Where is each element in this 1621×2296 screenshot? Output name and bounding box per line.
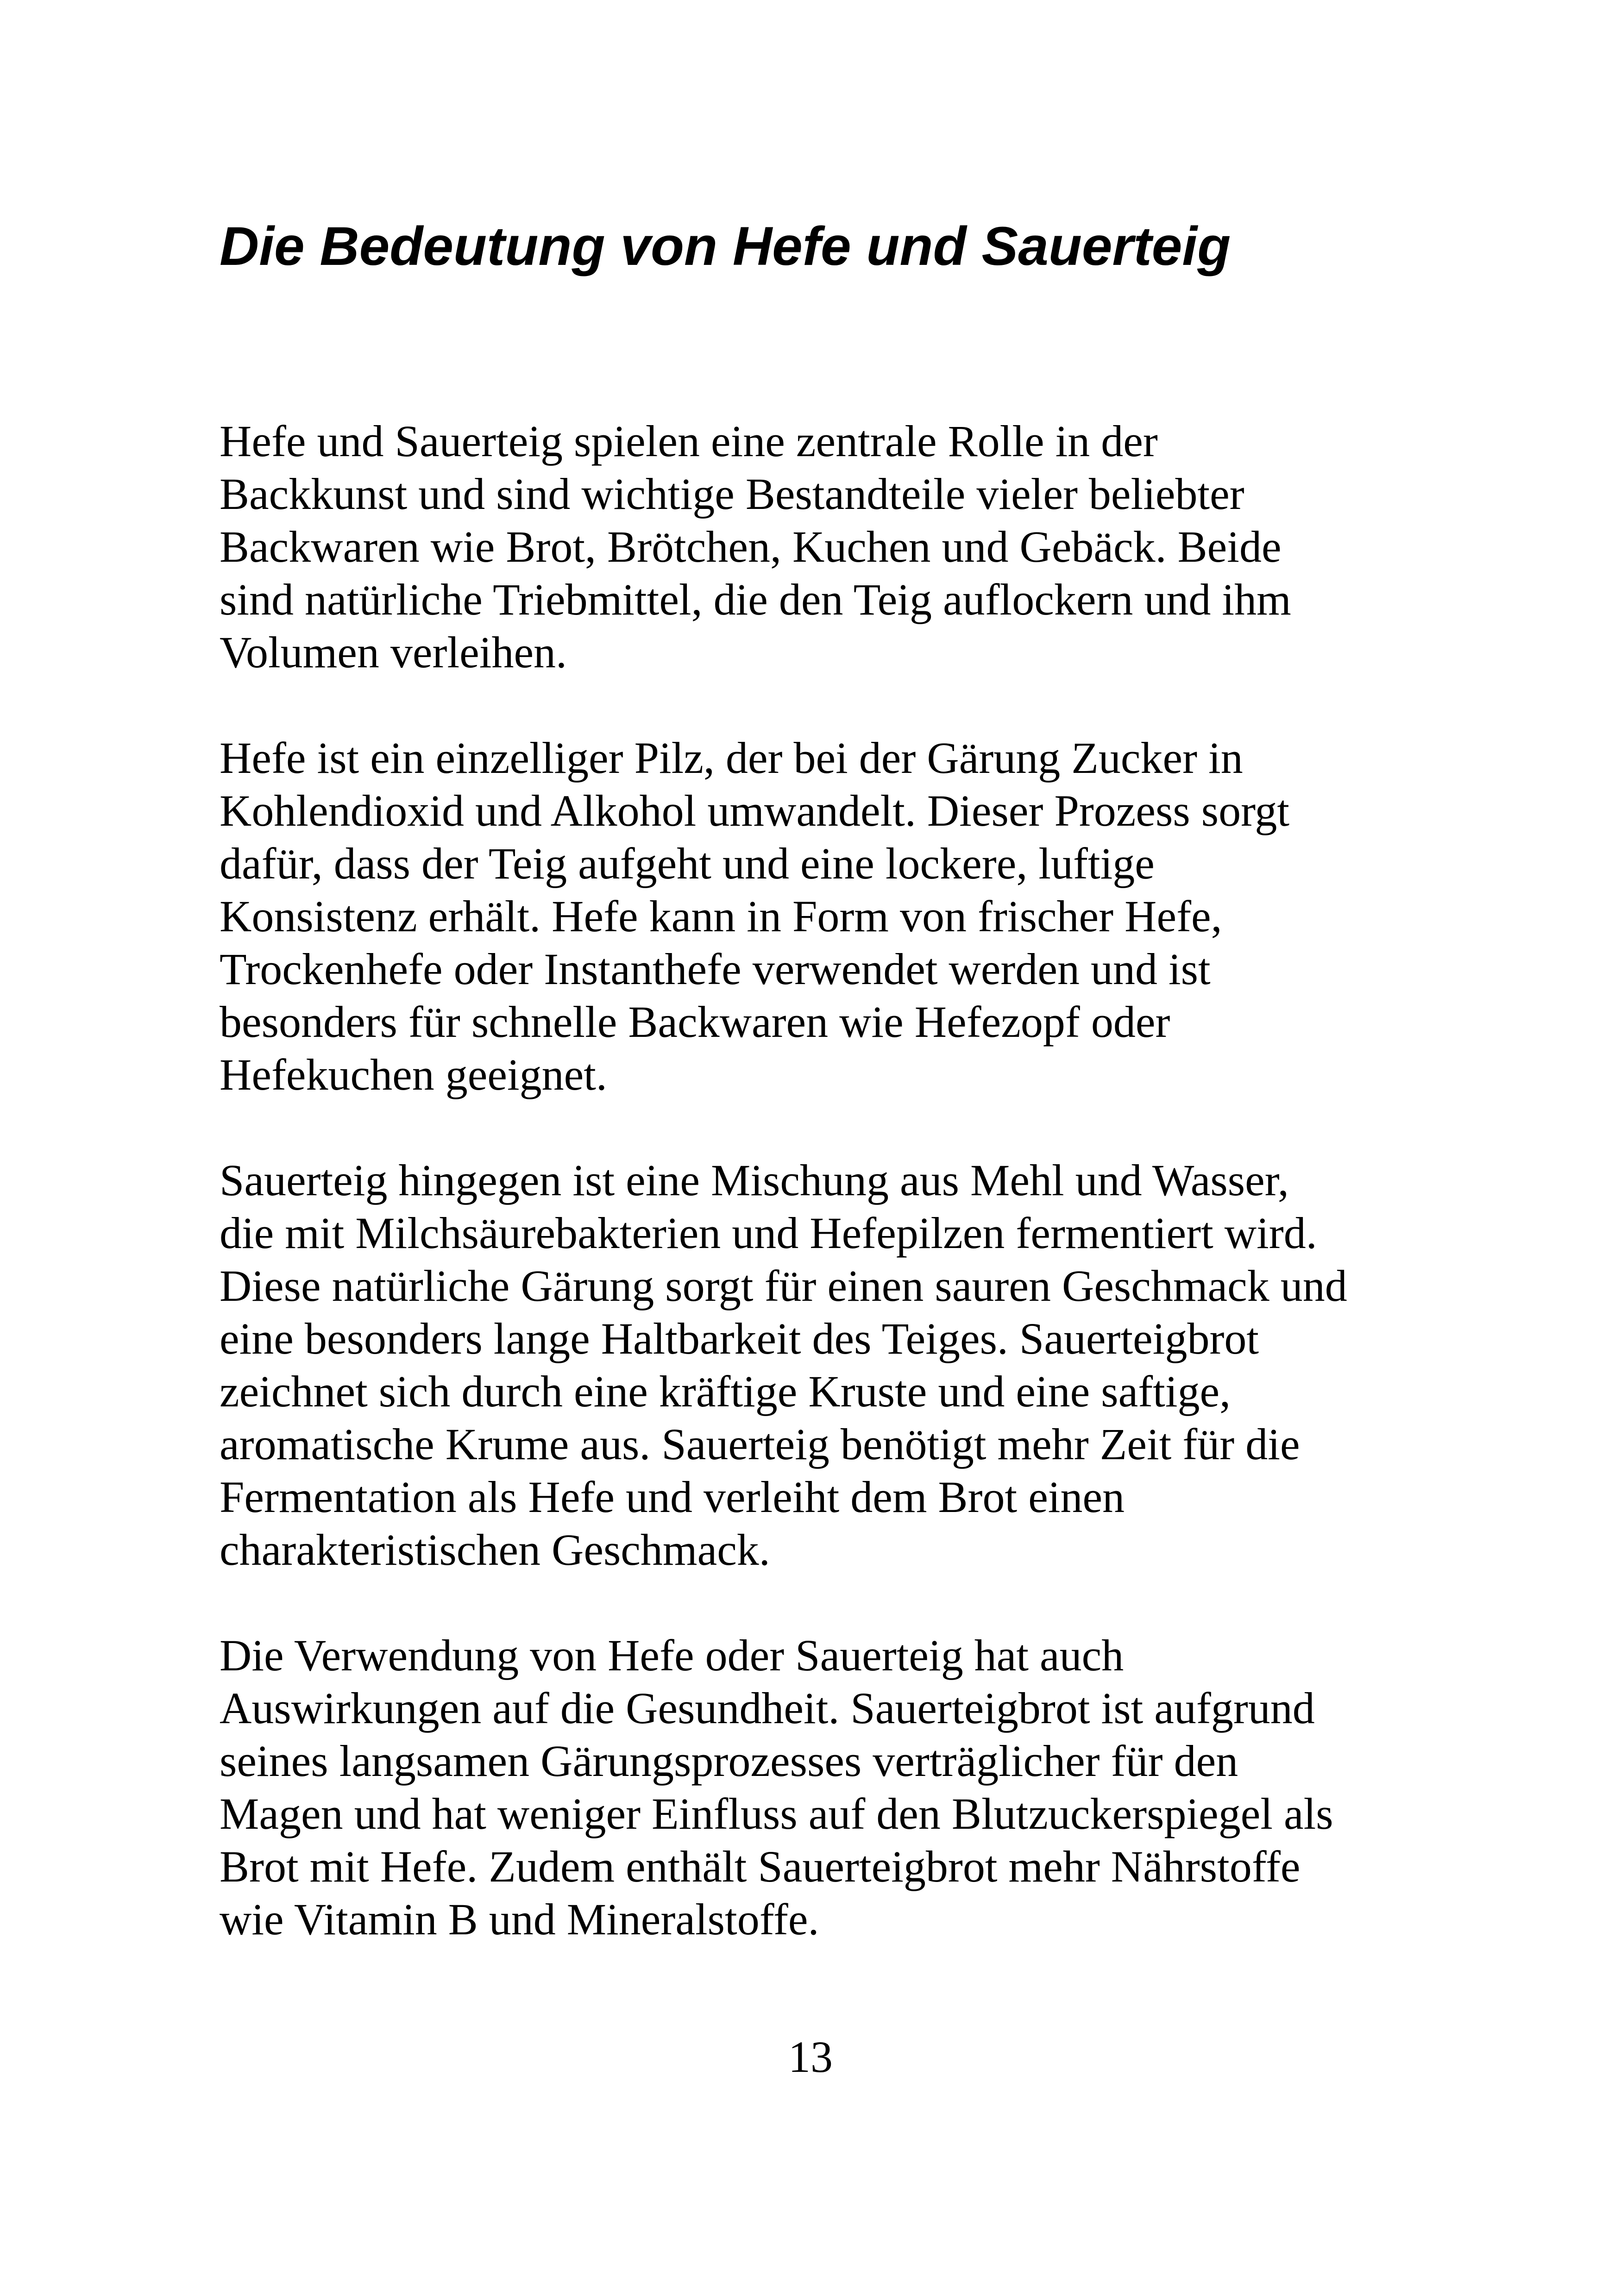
text-line: Backkunst und sind wichtige Bestandteile vieler beliebter (220, 469, 1244, 519)
text-line: Hefekuchen geeignet. (220, 1050, 607, 1099)
paragraph-yeast-sourdough-intro (220, 415, 1433, 679)
text-line: zeichnet sich durch eine kräftige Kruste und eine saftige, (220, 1367, 1231, 1416)
text-line: Brot mit Hefe. Zudem enthält Sauerteigbrot mehr Nährstoffe (220, 1842, 1301, 1891)
text-line: Konsistenz erhält. Hefe kann in Form von frischer Hefe, (220, 891, 1222, 941)
chapter-title: Die Bedeutung von Hefe und Sauerteig (220, 216, 1231, 277)
text-line: sind natürliche Triebmittel, die den Teig auflockern und ihm (220, 575, 1291, 624)
text-line: Fermentation als Hefe und verleiht dem Brot einen (220, 1472, 1125, 1522)
paragraph-sourdough (220, 1154, 1433, 1576)
text-line: Backwaren wie Brot, Brötchen, Kuchen und Gebäck. Beide (220, 522, 1282, 571)
paragraph-health (220, 1629, 1433, 1946)
paragraph-yeast (220, 732, 1433, 1101)
text-line: Kohlendioxid und Alkohol umwandelt. Dieser Prozess sorgt (220, 786, 1289, 835)
text-line: besonders für schnelle Backwaren wie Hefezopf oder (220, 997, 1170, 1047)
body-text (220, 415, 1433, 1999)
text-line: Hefe und Sauerteig spielen eine zentrale Rolle in der (220, 416, 1158, 466)
text-line: Trockenhefe oder Instanthefe verwendet werden und ist (220, 944, 1211, 994)
text-line: Magen und hat weniger Einfluss auf den Blutzuckerspiegel als (220, 1789, 1333, 1838)
text-line: Auswirkungen auf die Gesundheit. Sauerteigbrot ist aufgrund (220, 1683, 1315, 1733)
text-line: eine besonders lange Haltbarkeit des Teiges. Sauerteigbrot (220, 1314, 1259, 1363)
text-line: Die Verwendung von Hefe oder Sauerteig hat auch (220, 1631, 1124, 1680)
text-line: seines langsamen Gärungsprozesses verträglicher für den (220, 1736, 1238, 1786)
text-line: charakteristischen Geschmack. (220, 1525, 770, 1575)
text-line: Volumen verleihen. (220, 627, 567, 677)
page-number: 13 (788, 2032, 833, 2082)
text-line: Sauerteig hingegen ist eine Mischung aus Mehl und Wasser, (220, 1155, 1289, 1205)
text-line: dafür, dass der Teig aufgeht und eine lockere, luftige (220, 839, 1155, 888)
text-line: wie Vitamin B und Mineralstoffe. (220, 1895, 819, 1944)
text-line: Diese natürliche Gärung sorgt für einen sauren Geschmack und (220, 1261, 1347, 1311)
text-line: die mit Milchsäurebakterien und Hefepilzen fermentiert wird. (220, 1208, 1317, 1258)
text-line: aromatische Krume aus. Sauerteig benötigt mehr Zeit für die (220, 1419, 1300, 1469)
text-line: Hefe ist ein einzelliger Pilz, der bei der Gärung Zucker in (220, 733, 1243, 783)
